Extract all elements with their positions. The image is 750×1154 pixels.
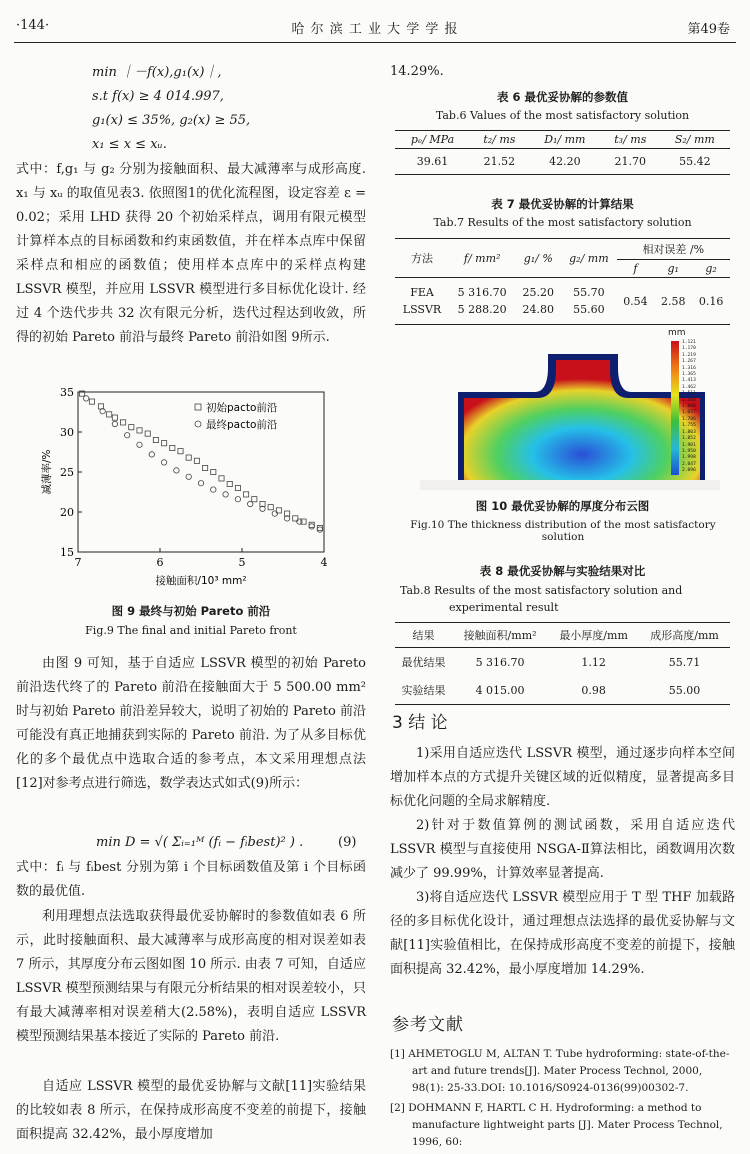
colorbar-tick-label: 1.852 bbox=[682, 436, 696, 442]
journal-title: 哈 尔 滨 工 业 大 学 学 报 bbox=[291, 22, 459, 37]
y-tick-label: 25 bbox=[60, 466, 74, 479]
tab7-cell: 5 316.70 bbox=[457, 286, 507, 299]
colorbar-tick-label: 1.657 bbox=[682, 410, 696, 416]
colorbar-tick-label: 1.560 bbox=[682, 397, 696, 403]
reference-1: [1] AHMETOGLU M, ALTAN T. Tube hydroforming: state-of-the-art and future trends[J]. Mater Process Technol, 2000, 98(1): 25-33.DOI: 10.1016/S0924-0136(99)00302-7. bbox=[390, 1048, 730, 1094]
volume: 第49卷 bbox=[687, 22, 730, 37]
tab8-cell: 4 015.00 bbox=[475, 683, 525, 697]
y-tick-label: 20 bbox=[60, 506, 74, 519]
x-tick-label: 7 bbox=[74, 556, 82, 569]
opt-constraint-3: x₁ ≤ x ≤ xᵤ. bbox=[92, 137, 167, 152]
data-point-square bbox=[203, 465, 208, 470]
tab6-header: S₂/ mm bbox=[674, 133, 715, 146]
tab7-cell: 0.54 bbox=[617, 278, 655, 325]
tab7-cell: 25.20 bbox=[522, 286, 555, 299]
tab7-cell: 24.80 bbox=[522, 303, 555, 316]
data-point-circle bbox=[198, 481, 203, 486]
tab7-cell: 2.58 bbox=[654, 278, 692, 325]
fig10-caption-cn: 图 10 最优妥协解的厚度分布云图 bbox=[475, 499, 650, 513]
data-point-circle bbox=[174, 468, 179, 473]
y-tick-label: 15 bbox=[60, 546, 74, 559]
fig10-caption-en: Fig.10 The thickness distribution of the most satisfactory solution bbox=[410, 519, 716, 543]
colorbar-tick-label: 1.511 bbox=[682, 391, 696, 397]
legend-marker-square bbox=[195, 404, 201, 410]
tab8-cell: 5 316.70 bbox=[475, 655, 525, 669]
colorbar-tick-label: 2.096 bbox=[682, 468, 696, 474]
y-axis-label: 减薄率/% bbox=[41, 449, 53, 495]
legend-label: 最终pacto前沿 bbox=[206, 419, 278, 431]
equation-9-number: (9) bbox=[338, 835, 357, 850]
tab6-header: t₃/ ms bbox=[614, 133, 647, 146]
legend-label: 初始pacto前沿 bbox=[206, 402, 278, 414]
legend-unit: mm bbox=[668, 328, 686, 338]
table-row bbox=[395, 278, 730, 302]
data-point-circle bbox=[137, 442, 142, 447]
data-point-square bbox=[178, 449, 183, 454]
colorbar-tick-label: 2.047 bbox=[682, 461, 696, 467]
data-point-circle bbox=[211, 487, 216, 492]
colorbar-tick-label: 1.121 bbox=[682, 340, 696, 345]
data-point-circle bbox=[112, 421, 117, 426]
left-para-4: 利用理想点法选取获得最优妥协解时的参数值如表 6 所示，此时接触面积、最大减薄率与成形高度的相对误差如表 7 所示，其厚度分布云图如图 10 所示. 由表 7 可知，自适应 LSSVR 模型预测结果与有限元分析结果的相对误差较小，只有最大减薄率相对误差稍大(2.58%)，表明自适应 LSSVR 模型预测结果基本接近了实际的 Pareto 前沿. bbox=[16, 909, 366, 1044]
tab7-header: g₂ bbox=[705, 262, 717, 275]
tab7-header-rel: 相对误差 /% bbox=[617, 239, 730, 260]
tab7-cell: 0.16 bbox=[692, 278, 730, 325]
colorbar-tick-label: 1.901 bbox=[682, 442, 696, 448]
tab6-header: t₂/ ms bbox=[483, 133, 516, 146]
tab6-cell: 55.42 bbox=[679, 155, 711, 168]
tab8-caption-en-2: experimental result bbox=[449, 601, 559, 614]
x-tick-label: 4 bbox=[320, 556, 328, 569]
references-heading: 参考文献 bbox=[392, 1015, 464, 1035]
tab8-caption-cn: 表 8 最优妥协解与实验结果对比 bbox=[479, 564, 646, 578]
data-point-square bbox=[235, 485, 240, 490]
colorbar-tick-label: 1.219 bbox=[682, 352, 696, 358]
data-point-square bbox=[137, 428, 142, 433]
tab6-caption-en: Tab.6 Values of the most satisfactory solution bbox=[435, 109, 690, 122]
data-point-circle bbox=[223, 492, 228, 497]
tab7-header: 方法 bbox=[395, 239, 449, 278]
data-point-square bbox=[219, 476, 224, 481]
tab8-caption-en-1: Tab.8 Results of the most satisfactory solution and bbox=[400, 584, 683, 597]
opt-constraint-1: s.t f(x) ≥ 4 014.997, bbox=[92, 89, 224, 104]
table-6 bbox=[395, 130, 730, 175]
colorbar-tick-label: 1.803 bbox=[682, 429, 696, 435]
data-point-square bbox=[162, 441, 167, 446]
left-para-5: 自适应 LSSVR 模型的最优妥协解与文献[11]实验结果的比较如表 8 所示，在保持成形高度不变差的前提下，接触面积提高 32.42%，最小厚度增加 bbox=[16, 1079, 366, 1142]
tab7-cell: 55.60 bbox=[573, 303, 605, 316]
colorbar-tick-label: 1.998 bbox=[682, 455, 696, 461]
left-para-2: 由图 9 可知，基于自适应 LSSVR 模型的初始 Pareto 前沿迭代终了的 Pareto 前沿在接触面大于 5 500.00 mm²时与初始 Pareto 前沿差异较大，说明了初始的 Pareto 前沿可能没有真正地捕获到实际的 Pareto 前沿. 为了从多目标优化的多个最优点中选取合适的参考点，本文采用理想点法[12]对参考点进行筛选，数学表达式如式(9)所示： bbox=[16, 656, 366, 791]
pareto-chart bbox=[40, 380, 360, 600]
colorbar-tick-label: 1.755 bbox=[682, 423, 696, 429]
data-point-circle bbox=[272, 511, 277, 516]
data-point-circle bbox=[149, 452, 154, 457]
opt-constraint-2: g₁(x) ≤ 35%, g₂(x) ≥ 55, bbox=[92, 113, 251, 128]
tab8-cell: 最优结果 bbox=[401, 656, 446, 669]
equation-9: min D = √( Σᵢ₌₁ᴹ (fᵢ − fᵢbest)² ) . bbox=[96, 835, 304, 850]
colorbar bbox=[671, 341, 679, 475]
t-tube-contour bbox=[464, 360, 700, 486]
tab8-cell: 1.12 bbox=[581, 655, 606, 669]
tab8-cell: 55.00 bbox=[668, 683, 701, 697]
data-point-square bbox=[145, 431, 150, 436]
tab7-header: f/ mm² bbox=[449, 239, 515, 278]
legend-marker-circle bbox=[195, 421, 201, 427]
data-point-square bbox=[211, 469, 216, 474]
data-point-circle bbox=[84, 396, 89, 401]
right-continuation: 14.29%. bbox=[390, 64, 444, 79]
tab8-cell: 55.71 bbox=[668, 655, 701, 669]
data-point-square bbox=[194, 458, 199, 463]
tab7-cell: FEA bbox=[410, 286, 434, 299]
conclusion-3: 3)将自适应迭代 LSSVR 模型应用于 T 型 THF 加载路径的多目标优化设计，通过理想点法选择的最优妥协解与文献[11]实验值相比，在保持成形高度不变差的前提下，接触面积提高 32.42%，最小厚度增加 14.29%. bbox=[390, 890, 735, 977]
section-3-heading: 3 结 论 bbox=[392, 713, 448, 733]
conclusion-2: 2)针对于数值算例的测试函数，采用自适应迭代 LSSVR 模型与直接使用 NSGA-Ⅱ算法相比，函数调用次数减少了 99.99%，计算效率显著提高. bbox=[390, 818, 735, 881]
tab7-cell: 55.70 bbox=[573, 286, 605, 299]
table-8 bbox=[395, 622, 730, 705]
tab8-cell: 实验结果 bbox=[401, 684, 446, 697]
colorbar-tick-label: 1.706 bbox=[682, 416, 696, 422]
tab7-cell: 5 288.20 bbox=[457, 303, 507, 316]
data-point-circle bbox=[317, 527, 322, 532]
data-point-square bbox=[153, 437, 158, 442]
tab7-header: f bbox=[633, 262, 638, 275]
reference-2: [2] DOHMANN F, HARTL C H. Hydroforming: a method to manufacture lightweight parts [J]. Mater Process Technol, 1996, 60: bbox=[390, 1102, 723, 1148]
colorbar-tick-label: 1.365 bbox=[682, 372, 696, 378]
references-list bbox=[390, 1046, 735, 1154]
y-tick-label: 30 bbox=[60, 426, 74, 439]
colorbar-tick-label: 1.267 bbox=[682, 359, 696, 365]
figure-base bbox=[420, 480, 720, 490]
tab6-caption-cn: 表 6 最优妥协解的参数值 bbox=[496, 90, 628, 104]
data-point-square bbox=[89, 399, 94, 404]
tab7-header: g₁/ % bbox=[515, 239, 561, 278]
colorbar-tick-label: 1.413 bbox=[682, 378, 696, 384]
tab8-header: 结果 bbox=[412, 629, 435, 642]
x-tick-label: 5 bbox=[238, 556, 246, 569]
conclusion-1: 1)采用自适应迭代 LSSVR 模型，通过逐步向样本空间增加样本点的方式提升关键区域的近似精度，显著提高多目标优化问题的全局求解精度. bbox=[390, 746, 735, 809]
data-point-square bbox=[252, 497, 257, 502]
y-tick-label: 35 bbox=[60, 386, 74, 399]
tab6-cell: 42.20 bbox=[549, 155, 581, 168]
left-para-3: 式中：fᵢ 与 fᵢbest 分别为第 i 个目标函数值及第 i 个目标函数的最优值. bbox=[16, 860, 366, 899]
data-point-square bbox=[170, 445, 175, 450]
colorbar-tick-label: 1.462 bbox=[682, 384, 696, 390]
table-row bbox=[395, 648, 730, 677]
data-point-square bbox=[112, 415, 117, 420]
x-tick-label: 6 bbox=[156, 556, 164, 569]
data-point-square bbox=[121, 420, 126, 425]
tab7-caption-cn: 表 7 最优妥协解的计算结果 bbox=[491, 197, 634, 211]
x-axis-label: 接触面积/10³ mm² bbox=[155, 575, 247, 587]
data-point-circle bbox=[309, 524, 314, 529]
data-point-circle bbox=[125, 433, 130, 438]
colorbar-tick-label: 1.950 bbox=[682, 448, 696, 454]
data-point-square bbox=[227, 481, 232, 486]
colorbar-tick-label: 1.170 bbox=[682, 346, 696, 352]
fig9-caption-cn: 图 9 最终与初始 Pareto 前沿 bbox=[111, 604, 271, 618]
left-para-1: 式中：f,g₁ 与 g₂ 分别为接触面积、最大减薄率与成形高度. x₁ 与 xᵤ 的取值见表3. 依照图1的优化流程图，设定容差 ε = 0.02；采用 LHD 获得 20 个初始采样点，调用有限元模型计算样本点的目标函数和约束函数值，并在样本点库中保留采样点和相应的函数值；使用样本点库中的采样点构建 LSSVR 模型，并应用 LSSVR 模型进行多目标优化设计. 经过 4 个迭代步共 32 次有限元分析，迭代过程达到收敛，所得的初始 Pareto 前沿与最终 Pareto 前沿如图 9所示. bbox=[16, 162, 366, 345]
opt-objective: min ｜－f(x),g₁(x)｜, bbox=[92, 65, 222, 80]
data-point-circle bbox=[248, 501, 253, 506]
table-row bbox=[395, 149, 730, 175]
tab8-header: 成形高度/mm bbox=[650, 629, 719, 642]
data-point-circle bbox=[235, 497, 240, 502]
data-point-circle bbox=[186, 474, 191, 479]
tab8-cell: 0.98 bbox=[581, 683, 606, 697]
data-point-square bbox=[129, 425, 134, 430]
tab6-header: D₁/ mm bbox=[544, 133, 586, 146]
table-row bbox=[395, 676, 730, 705]
header-rule bbox=[14, 42, 736, 43]
colorbar-tick-label: 1.316 bbox=[682, 365, 696, 371]
tab7-header: g₂/ mm bbox=[561, 239, 616, 278]
colorbar-tick-label: 1.608 bbox=[682, 404, 696, 410]
tab8-header: 接触面积/mm² bbox=[463, 629, 537, 642]
data-point-square bbox=[244, 492, 249, 497]
tab7-cell: LSSVR bbox=[402, 303, 442, 316]
colorbar-ticks bbox=[682, 340, 696, 475]
tab6-header: pₑ/ MPa bbox=[410, 133, 455, 146]
fig9-caption-en: Fig.9 The final and initial Pareto front bbox=[85, 624, 297, 637]
tab6-cell: 21.52 bbox=[483, 155, 516, 168]
tab7-header: g₁ bbox=[667, 262, 679, 275]
tab6-cell: 21.70 bbox=[614, 155, 647, 168]
data-point-circle bbox=[161, 460, 166, 465]
tab7-caption-en: Tab.7 Results of the most satisfactory solution bbox=[433, 216, 692, 229]
tab8-header: 最小厚度/mm bbox=[559, 629, 628, 642]
plot-frame bbox=[78, 392, 324, 552]
data-point-square bbox=[186, 455, 191, 460]
data-point-square bbox=[107, 412, 112, 417]
data-point-square bbox=[268, 505, 273, 510]
table-7 bbox=[395, 238, 730, 325]
page-number: ·144· bbox=[16, 18, 50, 33]
tab6-cell: 39.61 bbox=[416, 155, 449, 168]
